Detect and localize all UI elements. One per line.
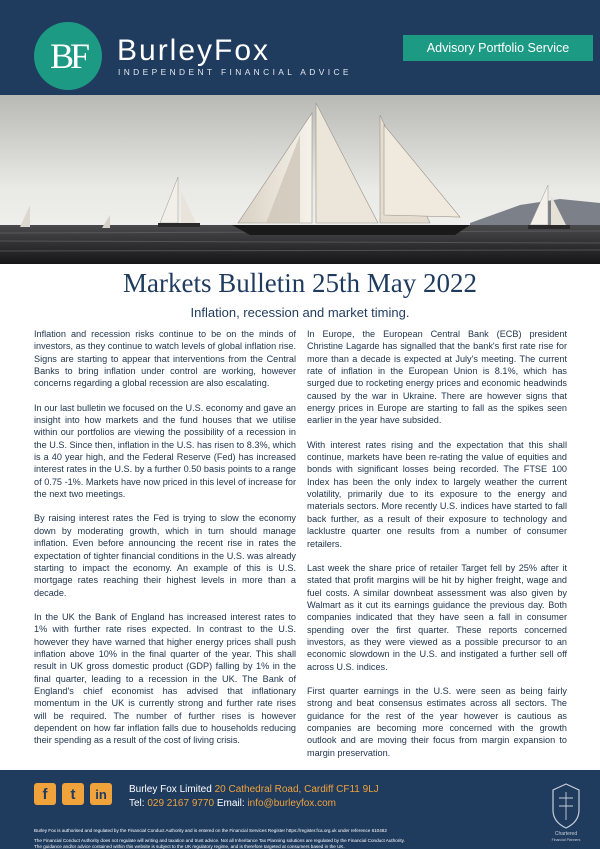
right-column xyxy=(307,328,567,771)
sailing-yachts-photo xyxy=(0,95,600,264)
legal-text: The guidance and/or advice contained within this website is subject to the UK regulatory regime, and is therefore targeted at consumers based in the UK. xyxy=(34,844,345,849)
brand-name: BurleyFox xyxy=(117,34,271,67)
paragraph: In the UK the Bank of England has increased interest rates to 1% with further rate rises expected. In contrast to the U.S. however they have warned that higher energy prices shall push inflation above 10% in the final quarter of the year. This shall result in UK gross domestic product (GDP) falling by 1% in the final quarter, leading to a recession in the UK. The Bank of England's chief economist has advised that inflationary momentum in the UK is currently strong and further rate rises will be required. The number of further rises is however dependent on how far inflation falls due to households reducing their spending as a result of the cost of living crisis. xyxy=(34,611,296,746)
legal-text: Burley Fox is authorised and regulated by the Financial Conduct Authority and is entered on the Financial Services Register https://register.fca.org.uk under reference 610482 xyxy=(34,828,387,833)
header-bar xyxy=(0,0,600,95)
company-name: Burley Fox Limited xyxy=(129,784,212,795)
company-address xyxy=(129,784,379,795)
brand-logo[interactable] xyxy=(34,22,102,90)
brand-tagline: INDEPENDENT FINANCIAL ADVICE xyxy=(118,67,352,77)
paragraph: Last week the share price of retailer Target fell by 25% after it stated that profit margins will be hit by higher freight, wage and fuel costs. A similar downbeat assessment was also given by Walmart as it cut its earnings guidance the previous day. Both companies indicated that they have seen a fall in consumer spending over the first quarter. These reports concerned investors, as they were viewed as a possible precursor to an economic slowdown in the U.S. and instigated a further sell off across U.S. indices. xyxy=(307,562,567,672)
paragraph: Inflation and recession risks continue to be on the minds of investors, as they continue to watch levels of global inflation rise. Signs are starting to appear that interventions from the Central Banks to bring inflation under control are working, however concerns regarding a global recession are also escalating. xyxy=(34,329,296,389)
paragraph: By raising interest rates the Fed is trying to slow the economy down by moderating growth, which in turn should manage inflation. Even before announcing the recent rise in rates the expectation of tighter financial conditions in the U.S. was already starting to impact the economy. An example of this is U.S. mortgage rates reaching their highest levels in more than a decade. xyxy=(34,513,296,598)
hero-image xyxy=(0,95,600,264)
facebook-icon[interactable]: f xyxy=(34,783,56,805)
left-column xyxy=(34,328,296,759)
legal-text: The Financial Conduct Authority does not regulate will writing and taxation and trust advice. Not all Inheritance Tax Planning solutions are regulated by the Financial Conduct Authority. xyxy=(34,838,405,843)
paragraph: In our last bulletin we focused on the U.S. economy and gave an insight into how markets and the fund houses that we utilise within our portfolios are viewing the possibility of a recession in the U.S. Since then, inflation in the U.S. has risen to 8.3%, which is a 40 year high, and the Federal Reserve (Fed) has increased interest rates in the U.S. by a further 0.50 basis points to a range of 0.75 -1%. Markets have now priced in this level of increase for the next two meetings. xyxy=(34,402,296,500)
svg-text:Chartered: Chartered xyxy=(554,831,578,837)
chartered-crest-icon xyxy=(545,780,587,846)
linkedin-icon[interactable]: in xyxy=(90,783,112,805)
paragraph: In Europe, the European Central Bank (ECB) president Christine Lagarde has signalled that the bank's first rate rise for more than a decade is expected at July's meeting. The current rate of inflation in the European Union is 8.1%, which has surged due to rocketing energy prices and economic headwinds caused by the war in Ukraine. There are however signs that energy prices in Europe are starting to fall as the spikes seen earlier in the year have subsided. xyxy=(307,329,567,426)
twitter-icon[interactable]: t xyxy=(62,783,84,805)
paragraph: With interest rates rising and the expectation that this shall continue, markets have been re-rating the value of equities and bonds with significant losses being recorded. The FTSE 100 Index has been the only index to largely weather the current volatility, primarily due to its exposure to the energy and materials sectors. More recently U.S. indices have started to fall back further, as a result of their exposure to technology and lacklustre quarter one results from a number of consumer retailers. xyxy=(307,439,567,549)
service-badge: Advisory Portfolio Service xyxy=(403,35,593,61)
email-label: Email: xyxy=(216,798,245,809)
footer xyxy=(0,770,600,849)
address: 20 Cathedral Road, Cardiff CF11 9LJ xyxy=(214,784,379,795)
phone-link[interactable]: 029 2167 9770 xyxy=(147,798,215,809)
page-title: Markets Bulletin 25th May 2022 xyxy=(123,268,477,298)
email-link[interactable]: info@burleyfox.com xyxy=(247,798,336,809)
page-subtitle: Inflation, recession and market timing. xyxy=(190,305,410,320)
svg-text:Financial Planners: Financial Planners xyxy=(551,838,581,842)
logo-monogram: BF xyxy=(49,36,87,76)
tel-label: Tel: xyxy=(129,798,145,809)
paragraph: First quarter earnings in the U.S. were seen as being fairly strong and beat consensus estimates across all sectors. The guidance for the rest of the year however is cautious as companies are becoming more concerned with the growth outlook and are moving their focus from margin expansion to margin preservation. xyxy=(307,685,567,758)
contact-line xyxy=(129,798,336,809)
